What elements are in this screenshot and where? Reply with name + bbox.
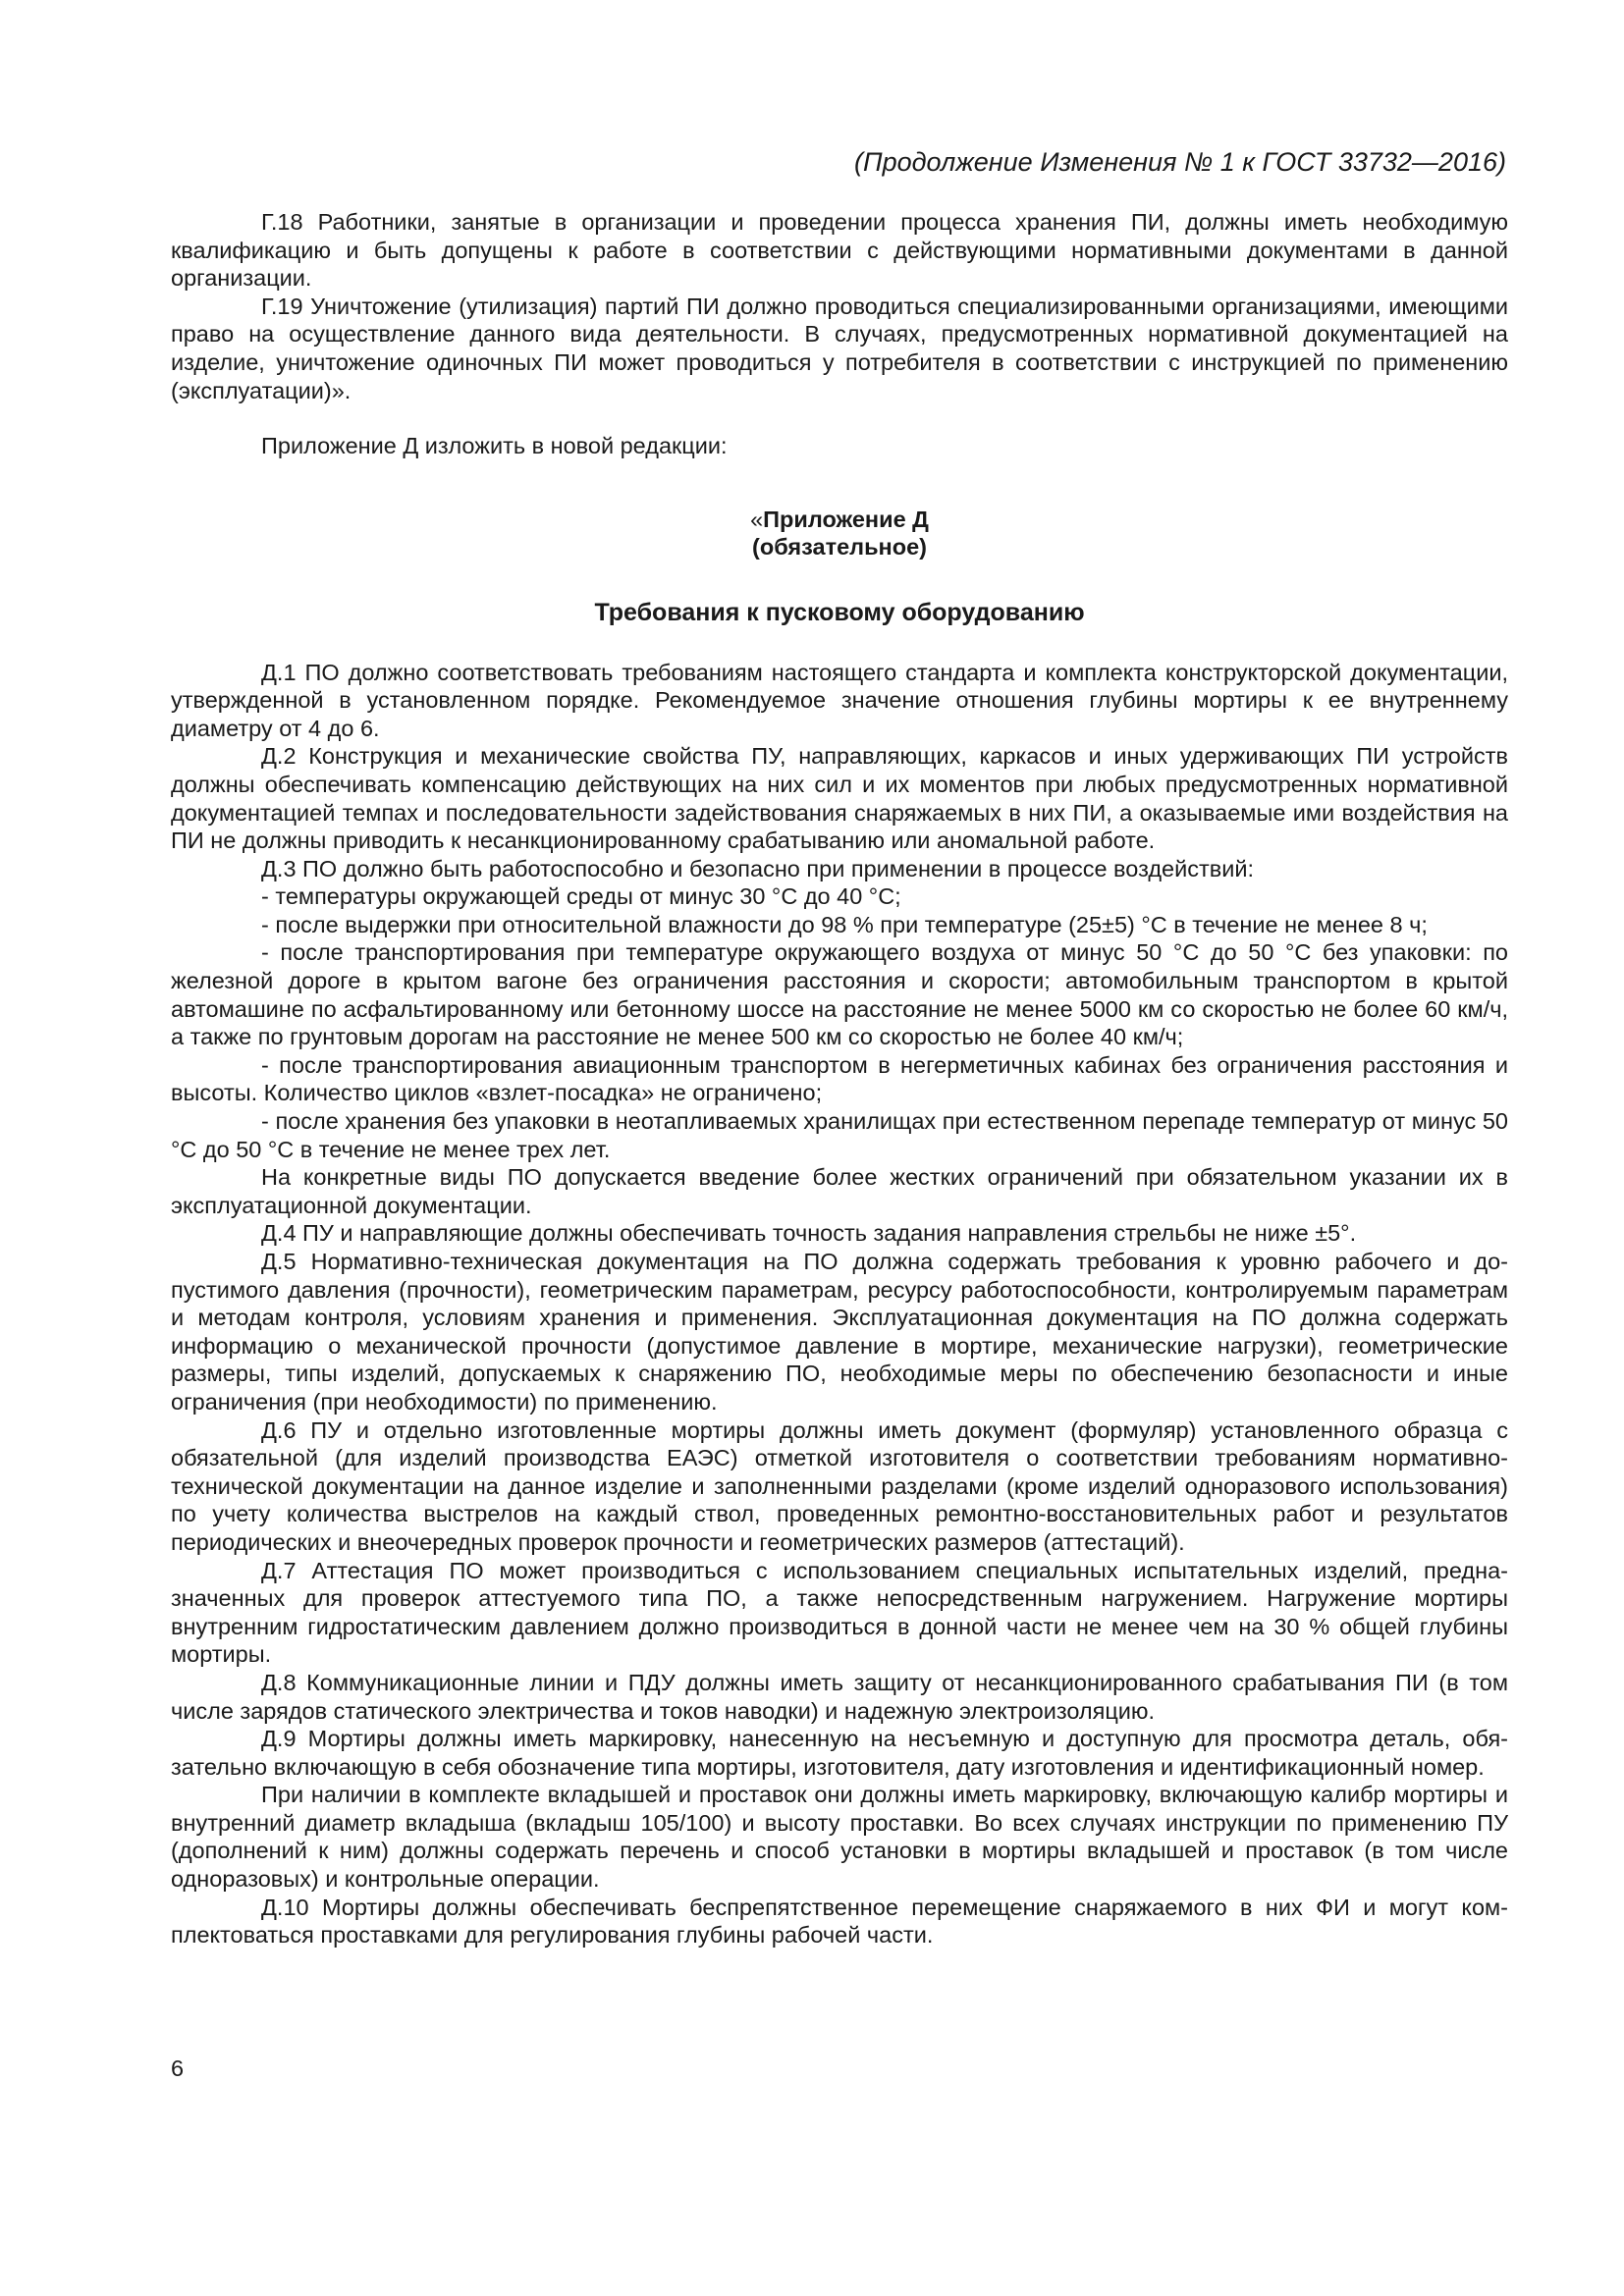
paragraph-d10: Д.10 Мортиры должны обеспечивать беспрепятственное перемещение снаряжаемого в них ФИ и могут комплектоваться проставками для регулирования глубины рабочей части. (171, 1894, 1508, 1949)
paragraph-d1: Д.1 ПО должно соответствовать требованиям настоящего стандарта и комплекта конструкторской документации, утвержденной в установленном порядке. Рекомендуемое значение отношения глубины мортиры к ее внутреннему диаметру от 4 до 6. (171, 659, 1508, 741)
appendix-label (171, 506, 1508, 534)
paragraph-d3: Д.3 ПО должно быть работоспособно и безопасно при применении в процессе воздействий: (261, 855, 1255, 881)
paragraph-d7: Д.7 Аттестация ПО может производиться с использованием специальных испытательных изделий, предназначенных для проверок аттестуемого типа ПО, а также непосредственным нагружением. Нагружение мортиры внутренним гидростатическим давлением должно производиться в донной части не менее чем на 30 % общей глубины мортиры. (171, 1557, 1508, 1668)
paragraph-inserts: При наличии в комплекте вкладышей и проставок они должны иметь маркировку, включающую калибр мортиры и внутренний диаметр вкладыша (вкладыш 105/100) и высоту проставки. Во всех случаях инструкции по применению ПУ (дополнений к ним) должны содержать перечень и способ установки в мортиры вкладышей и проставок (в том числе одноразовых) и контрольные операции. (171, 1782, 1508, 1893)
paragraph-restrictions: На конкретные виды ПО допускается введение более жестких ограничений при обязательном указании их в эксплуатационной документации. (171, 1164, 1508, 1218)
list-item-temperature: - температуры окружающей среды от минус 30 °С до 40 °С; (261, 883, 901, 910)
paragraph-g18: Г.18 Работники, занятые в организации и проведении процесса хранения ПИ, должны иметь необходимую квалификацию и быть допущены к работе в соответствии с действующими нормативными документами в данной организации. (171, 209, 1508, 292)
paragraph-d2: Д.2 Конструкция и механические свойства ПУ, направляющих, каркасов и иных удерживающих ПИ устройств должны обеспечивать компенсацию действующих на них сил и их моментов при любых предусмотренных нормативной документацией темпах и последовательности задействования снаряжаемых в них ПИ, а оказываемые ими воздействия на ПИ не должны приводить к несанкционированному срабатыванию или аномальной работе. (171, 743, 1508, 854)
paragraph-d5: Д.5 Нормативно-техническая документация на ПО должна содержать требования к уровню рабочего и допустимого давления (прочности), геометрическим параметрам, ресурсу работоспособности, контролируемым параметрам и методам контроля, условиям хранения и применения. Эксплуатационная документация на ПО должна содержать информацию о механической прочности (допустимое давление в мортире, механические нагрузки), геометрические размеры, типы изделий, допускаемых к снаряжению ПО, необходимые меры по обеспечению безопасности и иные ограничения (при необходимости) по применению. (171, 1249, 1508, 1415)
paragraph-d6: Д.6 ПУ и отдельно изготовленные мортиры должны иметь документ (формуляр) установленного образца с обязательной (для изделий производства ЕАЭС) отметкой изготовителя о соответствии требованиям нормативно-технической документации на данное изделие и заполненными разделами (кроме изделий одноразового использования) по учету количества выстрелов на каждый ствол, проведенных ремонтно-восстановительных работ и результатов периодических и внеочередных проверок прочности и геометрических размеров (аттестаций). (171, 1416, 1508, 1555)
list-item-humidity: - после выдержки при относительной влажности до 98 % при температуре (25±5) °С в течение не менее 8 ч; (261, 911, 1428, 937)
list-item-air-transport: - после транспортирования авиационным транспортом в негерметичных кабинах без ограничения расстояния и высоты. Количество циклов «взлет-посадка» не ограничено; (171, 1051, 1508, 1106)
page-number: 6 (171, 2056, 185, 2081)
paragraph-instruction: Приложение Д изложить в новой редакции: (261, 433, 728, 459)
paragraph-d8: Д.8 Коммуникационные линии и ПДУ должны иметь защиту от несанкционированного срабатывания ПИ (в том числе зарядов статического электричества и токов наводки) и надежную электроизоляцию. (171, 1669, 1508, 1724)
paragraph-d4: Д.4 ПУ и направляющие должны обеспечивать точность задания направления стрельбы не ниже ±5°. (261, 1220, 1357, 1247)
paragraph-d9: Д.9 Мортиры должны иметь маркировку, нанесенную на несъемную и доступную для просмотра деталь, обязательно включающую в себя обозначение типа мортиры, изготовителя, дату изготовления и идентификационный номер. (171, 1726, 1508, 1780)
list-item-storage: - после хранения без упаковки в неотапливаемых хранилищах при естественном перепаде температур от минус 50 °С до 50 °С в течение не менее трех лет. (171, 1108, 1508, 1162)
appendix-title: Требования к пусковому оборудованию (594, 598, 1085, 626)
appendix-label-text: Приложение Д (763, 506, 929, 532)
paragraph-g19: Г.19 Уничтожение (утилизация) партий ПИ должно проводиться специализированными организациями, имеющими право на осуществление данного вида деятельности. В случаях, предусмотренных нормативной документацией на изделие, уничтожение одиночных ПИ может проводиться у потребителя в соответствии с инструкцией по применению (эксплуатации)». (171, 293, 1508, 403)
document-body (171, 208, 1508, 1949)
appendix-open-quote: « (750, 506, 764, 532)
list-item-ground-transport: - после транспортирования при температуре окружающего воздуха от минус 50 °С до 50 °С без упаковки: по железной дороге в крытом вагоне без ограничения расстояния и скорости; автомобильным транспортом в крытой автомашине по асфальтированному или бетонному шоссе на расстояние не менее 5000 км со скоростью не более 60 км/ч, а также по грунтовым дорогам на расстояние не менее 500 км со скоростью не более 40 км/ч; (171, 939, 1508, 1050)
continuation-header: (Продолжение Изменения № 1 к ГОСТ 33732—2016) (854, 147, 1506, 177)
appendix-status: (обязательное) (752, 534, 927, 561)
